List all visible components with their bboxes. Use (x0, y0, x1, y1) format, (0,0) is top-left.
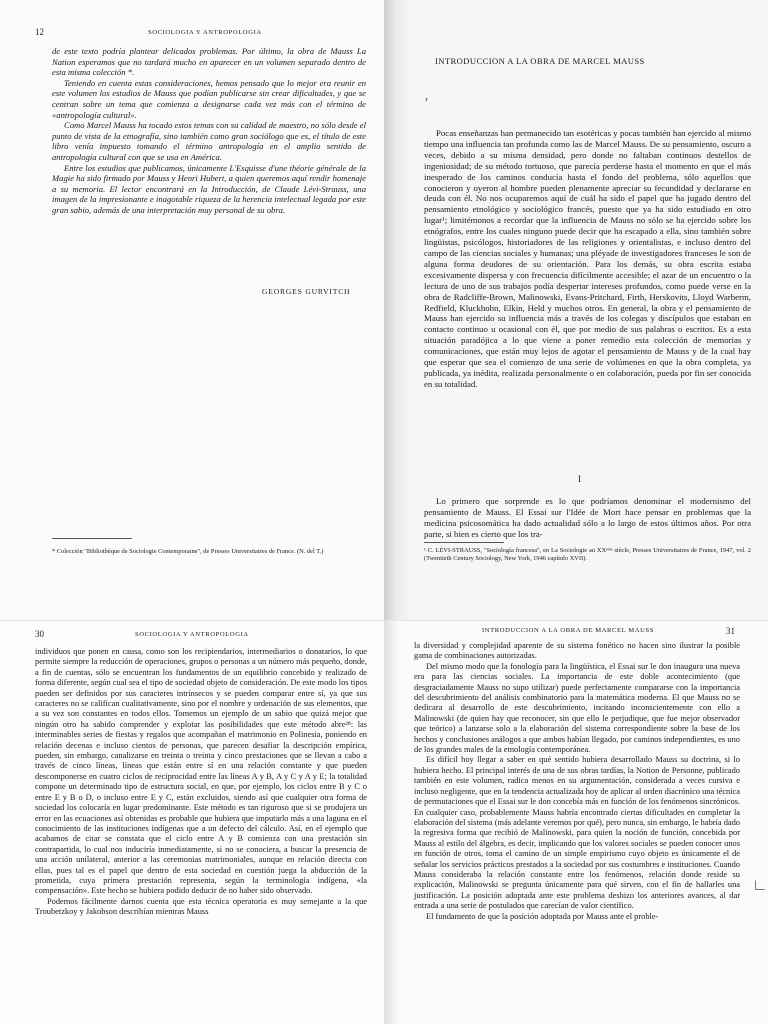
paragraph: Entre los estudios que publicamos, únicamente L'Esquisse d'une théorie générale de la Magie ha sido firmado por Mauss y Henri Hubert, a quien queremos aquí rendir homenaje a su memoria. El lector encontrará en la Introducción, de Claude Lévi-Strauss, una imagen de la impresionante e inagotable riqueza de la herencia intelectual legada por este gran sabio, además de una interpretación muy personal de su obra. (52, 162, 366, 215)
margin-mark: ’ (424, 96, 429, 111)
page-number: 31 (726, 626, 735, 636)
page-30 (0, 620, 384, 1024)
running-head: SOCIOLOGIA Y ANTROPOLOGIA (148, 29, 262, 36)
running-head: INTRODUCCION A LA OBRA DE MARCEL MAUSS (482, 627, 655, 634)
paragraph: individuos que ponen en causa, como son los recipiendarios, intermediarios o donatarios, lo que permite siempre la reducción de operaciones, grupos o personas a un número más pequeño, donde, a fin de cuentas, sólo se encuentran los fundamentos de un equilibrio concebido y realizado de forma diferente, según cual sea el tipo de sociedad objeto de consideración. De este modo los tipos pueden ser definidos por sus caracteres intrínsecos y se pueden comparar entre sí, ya que sus caracteres no se califican cualitativamente, sino por el nombre y ordenación de sus elementos, que a su vez son constantes en todos ellos. Tomemos un ejemplo de un sabio que quizá mejor que ningún otro ha sabido comprender y explotar las posibilidades que este método abre²⁸: las interminables series de fiestas y regalos que acompañan el matrimonio en Polinesia, poniendo en relación decenas e incluso cientos de personas, que parecen desafiar la descripción empírica, pueden, sin embargo, canalizarse en treinta o treinta y cinco prestaciones que se llevan a cabo a través de cinco líneas, líneas que están entre sí en una relación constante y que pueden descomponerse en cuatro ciclos de reciprocidad entre las líneas A y B, A y C y A y E; la totalidad compone un determinado tipo de estructura social, en que, por ejemplo, los ciclos entre B y C o entre E y B o D, o incluso entre E y C, están excluidos, siendo así que cualquier otra forma de sociedad los colocaría en lugar predominante. Este método es tan riguroso que si se produjera un error en las ecuaciones así obtenidas es probable que hubiera que imputarlo más a una laguna en el conocimiento de las instituciones indígenas que a un defecto del cálculo. Así, en el ejemplo que acabamos de citar se constata que el ciclo entre A y B comienza con una prestación sin contrapartida, lo cual nos induciría inmediatamente, si no se conociera, a buscar la presencia de una acción unilateral, anterior a las ceremonias matrimoniales, aunque en relación directa con ellas, pues tal es el papel que dentro de esta sociedad en cuestión juega la abducción de la prometida, cuya primera prestación representa, según la terminología indígena, «la compensación». Este hecho se hubiera podido deducir de no haber sido observado. (35, 647, 367, 896)
page-31 (384, 620, 768, 1024)
paragraph: de este texto podría plantear delicados problemas. Por último, la obra de Mauss La Nation esperamos que no tardará mucho en aparecer en un volumen separado dentro de esta misma colección *. (52, 46, 366, 78)
pencil-margin-mark: ∟ (752, 877, 768, 894)
footnote-rule (52, 538, 132, 539)
paragraph: Como Marcel Mauss ha tocado estos temas con su calidad de maestro, no sólo desde el punto de vista de la etnografía, sino también como gran sociólogo que es, el título de este libro venía impuesto tomando el término antropología en el amplio sentido de antropología cultural con que se usa en América. (52, 120, 366, 162)
footnote: ¹ C. LÉVI-STRAUSS, "Sociología francesa", en La Sociologie au XXᵉᵐᵉ siècle, Presses Universitaires de France, 1947, vol. 2 (Twentieth Century Sociology, New York, 1946 capítulo XVII). (424, 547, 751, 562)
paragraph: Podemos fácilmente darnos cuenta que esta técnica operatoria es muy semejante a la que Troubetzkoy y Jakobson describían mientras Mauss (35, 896, 367, 917)
paragraph: la diversidad y complejidad aparente de su sistema fonético no hacen sino ilustrar la posible gama de combinaciones autorizadas. (414, 641, 740, 661)
body-text (424, 128, 751, 390)
body-text (424, 496, 751, 540)
body-text (52, 46, 366, 216)
introduction-first-page (384, 0, 768, 620)
page-number: 30 (35, 629, 44, 639)
body-text (35, 647, 367, 918)
paragraph: Es difícil hoy llegar a saber en qué sentido hubiera desarrollado Mauss su doctrina, si lo hubiera hecho. El principal interés de una de sus obras tardías, la Notion de Personne, publicado también en este volumen, radica menos en su argumentación, considerada a veces cursiva e incluso negligente, que en la tendencia actualizada hoy de aplicar al orden diacrónico una técnica de permutaciones que el Essai sur le don concebía más en función de los fenómenos sincrónicos. En cualquier caso, probablemente Mauss habría encontrado ciertas dificultades en completar la elaboración del sistema (más adelante veremos por qué), pero nunca, sin embargo, le habría dado la regresiva forma que recibió de Malinowski, para quien la noción de función, concebida por Mauss al estilo del álgebra, es decir, implicando que los valores sociales se pueden conocer unos en función de otros, toma el camino de un simple empirismo cuyo objeto es únicamente el de señalar los servicios prácticos prestados a la sociedad por sus costumbres e instituciones. Cuando Mauss consideraba la relación constante entre los fenómenos, relación donde reside su explicación, Malinowski se pregunta únicamente para qué sirven, con el fin de hallarles una justificación. La posición adoptada ante este problema deshizo los anteriores avances, al dar entrada a una serie de postulados que carecían de valor científico. (414, 755, 740, 911)
chapter-title: INTRODUCCION A LA OBRA DE MARCEL MAUSS (435, 56, 645, 66)
paragraph: Pocas enseñanzas han permanecido tan esotéricas y pocas también han ejercido al mismo tiempo una influencia tan profunda como las de Marcel Mauss. De su pensamiento, oscuro a veces, debido a su misma densidad, pero donde no faltaban continuos destellos de ingeniosidad; de su método tortuoso, que parecía perderse hasta el momento en que el más inesperado de los caminos conducía hasta el fondo del problema, sólo aquellos que conocieron y oyeron al hombre pueden plenamente apreciar su fecundidad y declararse en deuda con él. No nos ocuparemos aquí de cuál ha sido el papel que ha jugado dentro del pensamiento etnológico y sociológico francés, puesto que ya ha sido estudiado en otro lugar¹; limitémonos a recordar que la influencia de Mauss no sólo se ha ejercido sobre los etnógrafos, entre los cuales ninguno puede decir que ha escapado a ella, sino también sobre lingüistas, psicólogos, historiadores de las religiones y orientalistas, e incluso dentro del campo de las ciencias sociales y humanas; una pléyade de investigadores franceses le son de alguna forma deudores de su orientación. Para los demás, su obra escrita estaba excesivamente dispersa y con frecuencia difícilmente accesible; el azar de un encuentro o la lectura de uno de sus trabajos podía despertar intereses profundos, como puede verse en la obra de Radcliffe-Brown, Malinowski, Evans-Pritchard, Firth, Herskovits, Lloyd Warberm, Redfield, Kluckhohn, Elkin, Held y muchos otros. En general, la obra y el pensamiento de Mauss han ejercido su influencia más a través de los colegas y discípulos que estaban en contacto continuo u ocasional con él, que por medio de sus palabras o escritos. Es a esta situación paradójica a lo que viene a poner remedio esta colección de memorias y comunicaciones, que están muy lejos de agotar el pensamiento de Mauss y de la cual hay que esperar que sea el comienzo de una serie de volúmenes en que la obra completa, ya publicada, ya inédita, realizada personalmente o en colaboración, pueda por fin ser conocida en su totalidad. (424, 128, 751, 389)
page-12 (0, 0, 384, 620)
book-gutter-shadow (384, 0, 410, 620)
page-number: 12 (35, 27, 44, 37)
paragraph: Del mismo modo que la fonología para la lingüística, el Essai sur le don inaugura una nueva era para las ciencias sociales. La importancia de este doble acontecimiento (que desgraciadamente Mauss no supo utilizar) puede perfectamente compararse con la importancia del descubrimiento del análisis combinatorio para la matemática moderna. El que Mauss no se dedicara al desarrollo de este descubrimiento, incitando inconscientemente con ello a Malinowski (de quien hay que reconocer, sin que ello le perjudique, que fue mejor observador que teórico) a lanzarse solo a la elaboración del sistema correspondiente sobre la base de los hechos y conclusiones análogos a que ambos habían llegado, por caminos independientes, es uno de los grandes males de la etnología contemporánea. (414, 661, 740, 755)
paragraph: El fundamento de que la posición adoptada por Mauss ante el proble- (426, 911, 659, 921)
section-number: I (578, 474, 581, 484)
signature: GEORGES GURVITCH (262, 287, 351, 296)
footnote-rule (424, 542, 504, 543)
footnote: * Colección "Bibliothèque de Sociologie Contemporaine", de Presses Universitaires de France. (N. del T.) (52, 548, 324, 555)
book-gutter-shadow (384, 620, 398, 1024)
paragraph: Teniendo en cuenta estas consideraciones, hemos pensado que lo mejor era reunir en este volumen los estudios de Mauss que podían publicarse sin crear dificultades, y que se centran sobre un tema que comienza a designarse cada vez más con el término de «antropología cultural». (52, 77, 366, 120)
body-text (414, 641, 740, 922)
running-head: SOCIOLOGIA Y ANTROPOLOGIA (135, 631, 249, 638)
paragraph: Lo primero que sorprende es lo que podríamos denominar el modernismo del pensamiento de Mauss. El Essai sur l'Idée de Mort hace pensar en problemas que la medicina psicosomática ha dado actualidad sólo a lo largo de estos últimos años. Por otra parte, si bien es cierto que los tra- (424, 496, 751, 539)
